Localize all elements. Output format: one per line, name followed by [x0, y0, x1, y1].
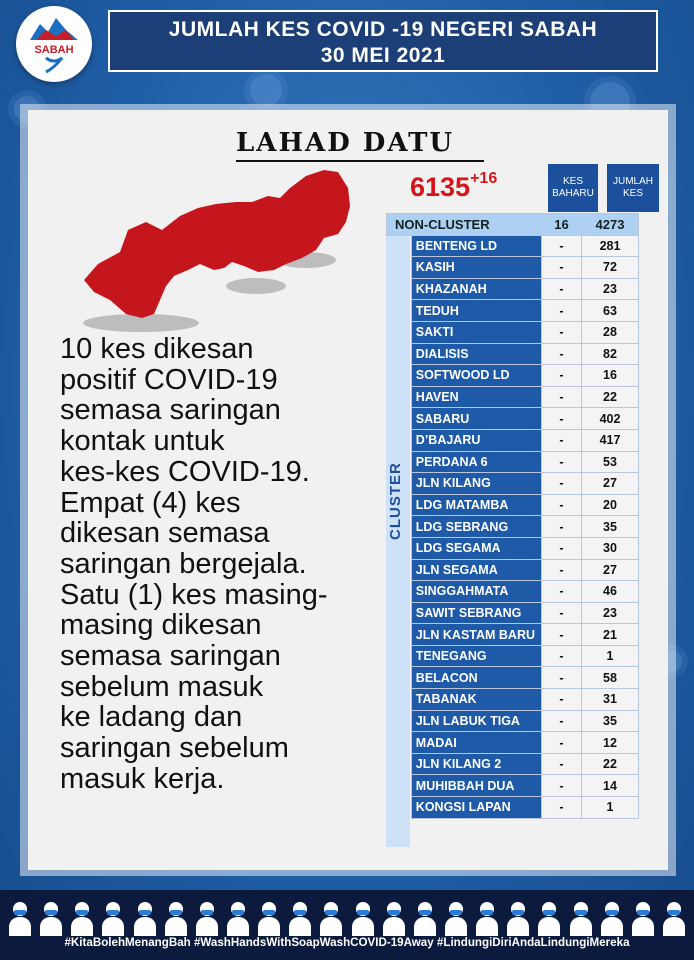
cluster-new-cases: -: [542, 537, 582, 559]
description-line: semasa saringan: [60, 640, 281, 673]
table-row: [387, 343, 639, 365]
cluster-spacer: [387, 602, 412, 624]
person-icon: [351, 902, 375, 936]
cluster-total-cases: 27: [582, 559, 639, 581]
cluster-total-cases: 31: [582, 689, 639, 711]
cluster-new-cases: -: [542, 667, 582, 689]
person-icon: [475, 902, 499, 936]
cluster-spacer: [387, 278, 412, 300]
cluster-total-cases: 35: [582, 710, 639, 732]
description-line: saringan sebelum: [60, 732, 289, 765]
cluster-total-cases: 1: [582, 645, 639, 667]
table-row: [387, 451, 639, 473]
cluster-total-cases: 82: [582, 343, 639, 365]
table-row: [387, 408, 639, 430]
cluster-new-cases: -: [542, 278, 582, 300]
table-row: [387, 300, 639, 322]
cluster-spacer: [387, 365, 412, 387]
description-line: ke ladang dan: [60, 701, 243, 734]
cluster-spacer: [387, 343, 412, 365]
cluster-total-cases: 22: [582, 386, 639, 408]
cluster-new-cases: -: [542, 775, 582, 797]
person-icon: [600, 902, 624, 936]
total-value: 6135: [410, 172, 471, 202]
description-line: sebelum masuk: [60, 670, 264, 703]
description-text: [60, 334, 390, 795]
cluster-new-cases: -: [542, 451, 582, 473]
table-row: [387, 667, 639, 689]
cluster-name: TABANAK: [411, 689, 541, 711]
non-cluster-total: 4273: [582, 214, 639, 236]
table-row: [387, 797, 639, 819]
cluster-new-cases: -: [542, 408, 582, 430]
cluster-name: SABARU: [411, 408, 541, 430]
cluster-total-cases: 23: [582, 278, 639, 300]
person-icon: [257, 902, 281, 936]
description-line: kes-kes COVID-19.: [60, 455, 310, 488]
cluster-spacer: [387, 710, 412, 732]
cluster-new-cases: -: [542, 732, 582, 754]
cluster-spacer: [387, 408, 412, 430]
description-line: kontak untuk: [60, 425, 225, 458]
cluster-total-cases: 21: [582, 624, 639, 646]
cluster-total-cases: 23: [582, 602, 639, 624]
cluster-new-cases: -: [542, 473, 582, 495]
cluster-spacer: [387, 559, 412, 581]
description-line: Satu (1) kes masing-: [60, 578, 328, 611]
header-date: 30 MEI 2021: [320, 44, 446, 67]
table-row: [387, 494, 639, 516]
map-shadow: [226, 278, 286, 294]
cluster-new-cases: -: [542, 321, 582, 343]
person-icon: [195, 902, 219, 936]
description-line: Empat (4) kes: [60, 486, 241, 519]
cluster-new-cases: -: [542, 365, 582, 387]
col-header-total: JUMLAH KES: [607, 164, 659, 212]
cluster-name: JLN KASTAM BARU: [411, 624, 541, 646]
cluster-name: SINGGAHMATA: [411, 581, 541, 603]
virus-decoration: [250, 74, 282, 106]
cluster-name: SAKTI: [411, 321, 541, 343]
cluster-name: JLN KILANG: [411, 473, 541, 495]
cluster-new-cases: -: [542, 710, 582, 732]
cluster-name: KONGSI LAPAN: [411, 797, 541, 819]
cluster-total-cases: 22: [582, 753, 639, 775]
cluster-label: CLUSTER: [387, 462, 404, 540]
cluster-name: LDG SEGAMA: [411, 537, 541, 559]
cluster-spacer: [387, 451, 412, 473]
cluster-spacer: [387, 775, 412, 797]
frontliner-icons: [8, 896, 686, 936]
cluster-new-cases: -: [542, 343, 582, 365]
table-row: [387, 365, 639, 387]
table-row: [387, 559, 639, 581]
non-cluster-new: 16: [542, 214, 582, 236]
cluster-total-cases: 30: [582, 537, 639, 559]
cluster-name: JLN LABUK TIGA: [411, 710, 541, 732]
cluster-new-cases: -: [542, 559, 582, 581]
cluster-total-cases: 402: [582, 408, 639, 430]
person-icon: [226, 902, 250, 936]
district-underline: [236, 160, 484, 162]
description-line: 10 kes dikesan: [60, 333, 254, 365]
cluster-spacer: [387, 516, 412, 538]
person-icon: [413, 902, 437, 936]
cluster-total-cases: 28: [582, 321, 639, 343]
cluster-spacer: [387, 689, 412, 711]
cluster-total-cases: 12: [582, 732, 639, 754]
person-icon: [662, 902, 686, 936]
col-header-new: KES BAHARU: [548, 164, 598, 212]
cluster-total-cases: 16: [582, 365, 639, 387]
district-shape: [84, 170, 350, 318]
description-line: masuk kerja.: [60, 762, 225, 795]
description-line: semasa saringan: [60, 394, 281, 427]
cluster-spacer: [387, 321, 412, 343]
cluster-new-cases: -: [542, 581, 582, 603]
cluster-name: D’BAJARU: [411, 429, 541, 451]
cluster-name: SOFTWOOD LD: [411, 365, 541, 387]
cluster-spacer: [387, 300, 412, 322]
cluster-spacer: [387, 624, 412, 646]
cluster-new-cases: -: [542, 645, 582, 667]
cluster-total-cases: 53: [582, 451, 639, 473]
total-cases: [410, 172, 497, 203]
cluster-new-cases: -: [542, 516, 582, 538]
person-icon: [133, 902, 157, 936]
person-icon: [537, 902, 561, 936]
cluster-total-cases: 20: [582, 494, 639, 516]
cluster-total-cases: 281: [582, 235, 639, 257]
cluster-spacer: [387, 473, 412, 495]
cluster-new-cases: -: [542, 753, 582, 775]
total-increment: +16: [470, 170, 498, 187]
table-row: [387, 581, 639, 603]
table-row: [387, 321, 639, 343]
table-row: [387, 732, 639, 754]
cluster-total-cases: 35: [582, 516, 639, 538]
description-line: dikesan semasa: [60, 517, 270, 550]
table-row: [387, 689, 639, 711]
cluster-new-cases: -: [542, 429, 582, 451]
cluster-spacer: [387, 797, 412, 819]
cluster-name: LDG SEBRANG: [411, 516, 541, 538]
cluster-name: MUHIBBAH DUA: [411, 775, 541, 797]
description-line: masing dikesan: [60, 609, 262, 642]
cluster-name: BELACON: [411, 667, 541, 689]
cluster-name: TENEGANG: [411, 645, 541, 667]
non-cluster-label: NON-CLUSTER: [387, 214, 542, 236]
table-row: [387, 645, 639, 667]
cluster-name: KHAZANAH: [411, 278, 541, 300]
table-row: [387, 602, 639, 624]
person-icon: [164, 902, 188, 936]
table-row: [387, 257, 639, 279]
cluster-new-cases: -: [542, 386, 582, 408]
cluster-total-cases: 417: [582, 429, 639, 451]
cluster-spacer: [387, 645, 412, 667]
table-row: [387, 537, 639, 559]
person-icon: [569, 902, 593, 936]
cluster-new-cases: -: [542, 689, 582, 711]
cluster-total-cases: 14: [582, 775, 639, 797]
logo-text: SABAH: [34, 44, 74, 56]
cluster-name: BENTENG LD: [411, 235, 541, 257]
non-cluster-row: [387, 214, 639, 236]
cluster-new-cases: -: [542, 300, 582, 322]
person-icon: [288, 902, 312, 936]
table-row: [387, 775, 639, 797]
person-icon: [319, 902, 343, 936]
table-row: [387, 624, 639, 646]
cluster-new-cases: -: [542, 257, 582, 279]
cluster-total-cases: 58: [582, 667, 639, 689]
cluster-spacer: [387, 581, 412, 603]
cluster-spacer: [387, 257, 412, 279]
cluster-name: TEDUH: [411, 300, 541, 322]
table-row: [387, 753, 639, 775]
person-icon: [444, 902, 468, 936]
table-row: [387, 235, 639, 257]
cluster-spacer: [387, 386, 412, 408]
cluster-spacer: [387, 494, 412, 516]
district-title: LAHAD DATU: [236, 128, 455, 158]
table-row: [387, 429, 639, 451]
table-row: [387, 278, 639, 300]
cluster-spacer: [387, 235, 412, 257]
person-icon: [70, 902, 94, 936]
page-header: [108, 10, 658, 72]
cluster-total-cases: 63: [582, 300, 639, 322]
cluster-name: LDG MATAMBA: [411, 494, 541, 516]
sabah-logo: [16, 6, 92, 82]
cluster-total-cases: 72: [582, 257, 639, 279]
cluster-total-cases: 46: [582, 581, 639, 603]
cluster-spacer: [387, 732, 412, 754]
cluster-new-cases: -: [542, 797, 582, 819]
person-icon: [39, 902, 63, 936]
table-row: [387, 710, 639, 732]
cases-table: [386, 213, 639, 819]
table-row: [387, 473, 639, 495]
cluster-spacer: [387, 429, 412, 451]
cluster-name: PERDANA 6: [411, 451, 541, 473]
cluster-new-cases: -: [542, 494, 582, 516]
cluster-name: MADAI: [411, 732, 541, 754]
cluster-spacer: [387, 537, 412, 559]
description-line: positif COVID-19: [60, 363, 278, 396]
district-map: [76, 168, 366, 338]
person-icon: [506, 902, 530, 936]
cluster-name: JLN SEGAMA: [411, 559, 541, 581]
cluster-name: HAVEN: [411, 386, 541, 408]
cluster-total-cases: 27: [582, 473, 639, 495]
footer-hashtags: #KitaBolehMenangBah #WashHandsWithSoapWashCOVID-19Away #LindungiDiriAndaLindungiMereka: [64, 936, 630, 949]
header-title: JUMLAH KES COVID -19 NEGERI SABAH: [168, 18, 598, 41]
description-line: saringan bergejala.: [60, 547, 307, 580]
cluster-new-cases: -: [542, 235, 582, 257]
person-icon: [631, 902, 655, 936]
person-icon: [8, 902, 32, 936]
person-icon: [382, 902, 406, 936]
cluster-name: DIALISIS: [411, 343, 541, 365]
table-row: [387, 516, 639, 538]
cluster-new-cases: -: [542, 624, 582, 646]
person-icon: [101, 902, 125, 936]
cluster-name: SAWIT SEBRANG: [411, 602, 541, 624]
cluster-spacer: [387, 667, 412, 689]
cluster-total-cases: 1: [582, 797, 639, 819]
cluster-spacer: [387, 753, 412, 775]
cluster-name: JLN KILANG 2: [411, 753, 541, 775]
cluster-name: KASIH: [411, 257, 541, 279]
table-row: [387, 386, 639, 408]
cluster-new-cases: -: [542, 602, 582, 624]
